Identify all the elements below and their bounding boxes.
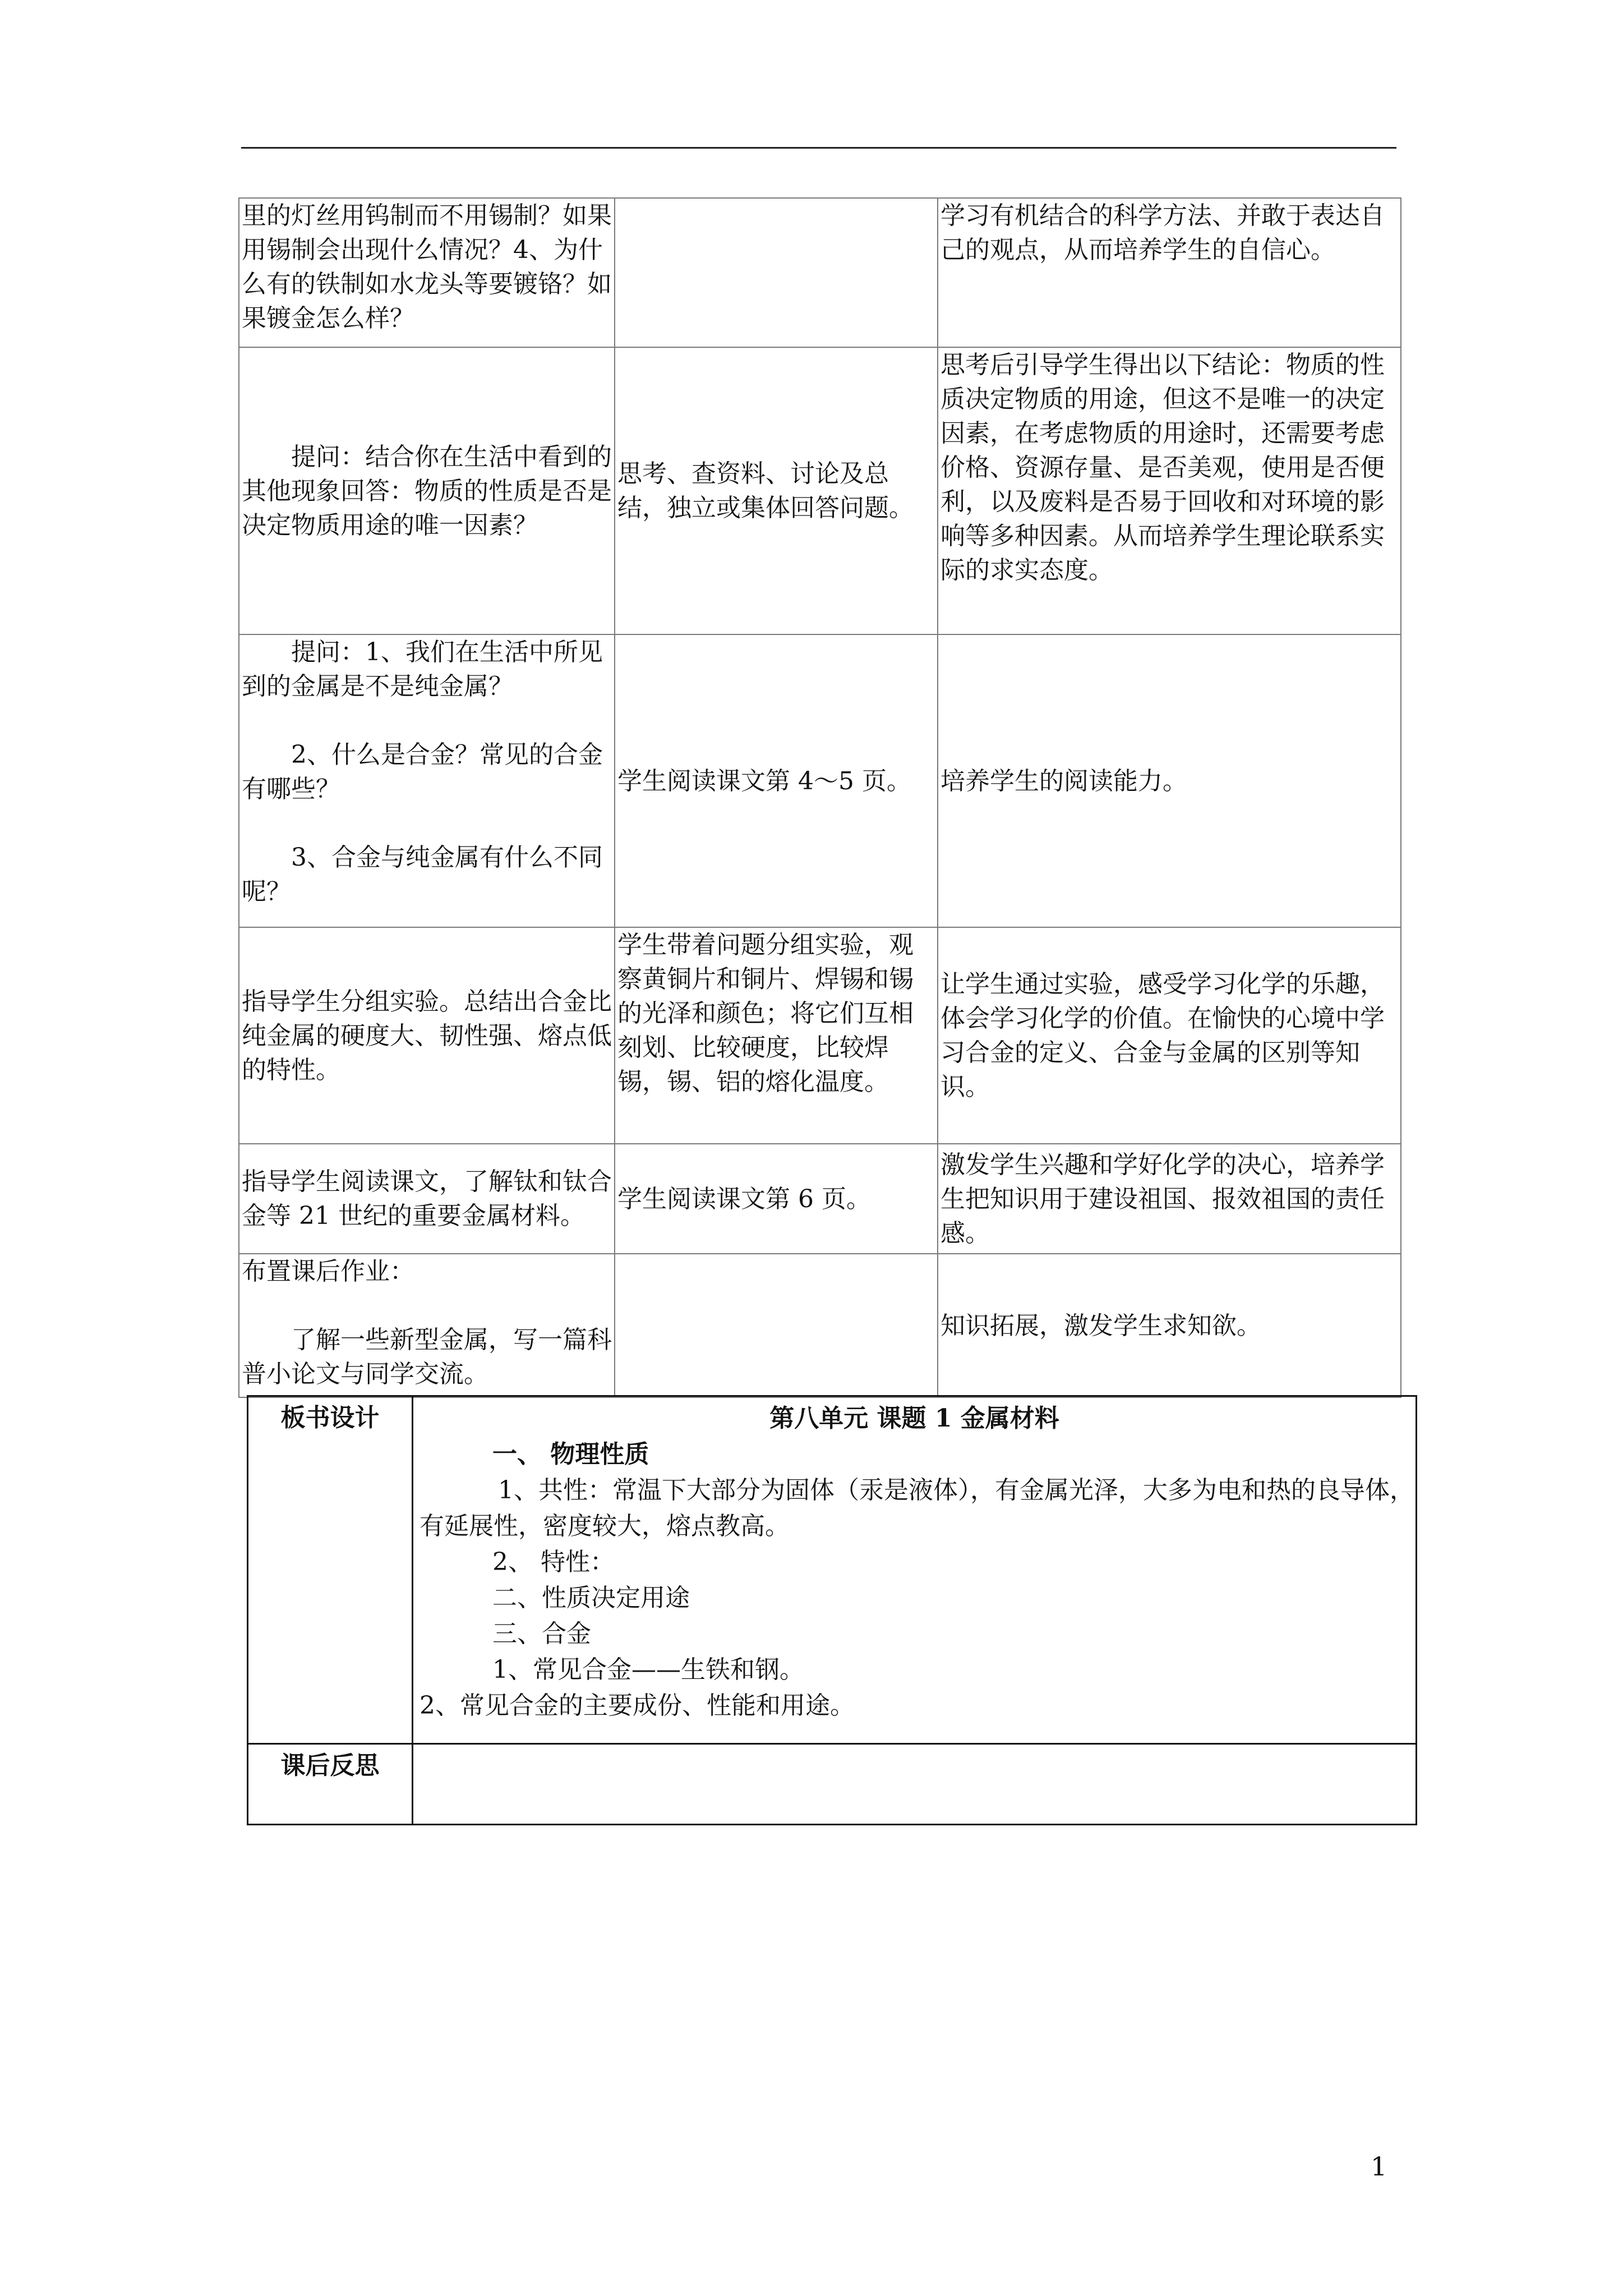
- student-cell: [615, 347, 938, 634]
- student-text: 学生带着问题分组实验，观察黄铜片和铜片、焊锡和锡的光泽和颜色；将它们互相刻划、比较硬度，比较焊锡，锡、铝的熔化温度。: [617, 931, 914, 1096]
- purpose-cell: [938, 927, 1401, 1144]
- student-text: 思考、查资料、讨论及总结，独立或集体回答问题。: [617, 459, 914, 522]
- teacher-text: 指导学生阅读课文，了解钛和钛合金等 21 世纪的重要金属材料。: [242, 1167, 612, 1230]
- teacher-text: 提问：1、我们在生活中所见到的金属是不是纯金属？: [242, 638, 603, 701]
- teacher-cell: [239, 1254, 615, 1397]
- student-cell: [615, 634, 938, 927]
- reflection-row: [248, 1744, 1417, 1825]
- board-row: [248, 1396, 1417, 1744]
- board-line: 二、性质决定用途: [492, 1584, 690, 1612]
- board-line: 三、合金: [492, 1619, 591, 1648]
- teacher-cell: [239, 198, 615, 347]
- table-row: [239, 1254, 1401, 1397]
- board-line: 2、 特性：: [492, 1548, 615, 1576]
- student-cell: [615, 1144, 938, 1254]
- table-row: [239, 927, 1401, 1144]
- student-cell: [615, 1254, 938, 1397]
- student-cell: [615, 927, 938, 1144]
- page-number: 1: [1371, 2151, 1387, 2182]
- teacher-text: 提问：结合你在生活中看到的其他现象回答：物质的性质是否是决定物质用途的唯一因素？: [242, 442, 612, 540]
- student-text: 学生阅读课文第 6 页。: [617, 1184, 871, 1213]
- board-line: 2、常见合金的主要成份、性能和用途。: [419, 1691, 855, 1720]
- board-title: 第八单元 课题 1 金属材料: [769, 1404, 1059, 1433]
- purpose-text: 让学生通过实验，感受学习化学的乐趣，体会学习化学的价值。在愉快的心境中学习合金的定义、合金与金属的区别等知识。: [940, 970, 1385, 1101]
- table-row: [239, 347, 1401, 634]
- teacher-text: 了解一些新型金属，写一篇科普小论文与同学交流。: [242, 1326, 612, 1388]
- teacher-cell: [239, 927, 615, 1144]
- purpose-cell: [938, 198, 1401, 347]
- student-cell: [615, 198, 938, 347]
- teacher-text: 布置课后作业：: [242, 1257, 414, 1286]
- board-line: 一、 物理性质: [492, 1440, 649, 1469]
- teacher-cell: [239, 1144, 615, 1254]
- teacher-text: 3、合金与纯金属有什么不同呢？: [242, 843, 603, 906]
- purpose-cell: [938, 634, 1401, 927]
- board-table: [247, 1395, 1417, 1825]
- teacher-text: 指导学生分组实验。总结出合金比纯金属的硬度大、韧性强、熔点低的特性。: [242, 987, 612, 1084]
- student-text: 学生阅读课文第 4～5 页。: [617, 766, 911, 795]
- purpose-text: 激发学生兴趣和学好化学的决心，培养学生把知识用于建设祖国、报效祖国的责任感。: [940, 1150, 1385, 1248]
- purpose-text: 培养学生的阅读能力。: [940, 766, 1187, 795]
- teacher-cell: [239, 634, 615, 927]
- board-design-content: [413, 1396, 1417, 1744]
- purpose-text: 知识拓展，激发学生求知欲。: [940, 1311, 1261, 1340]
- teacher-text: 2、什么是合金？常见的合金有哪些？: [242, 740, 603, 803]
- purpose-text: 学习有机结合的科学方法、并敢于表达自己的观点，从而培养学生的自信心。: [940, 201, 1385, 264]
- teacher-text: 里的灯丝用钨制而不用锡制？如果用锡制会出现什么情况？4、为什么有的铁制如水龙头等要镀铬？如果镀金怎么样？: [242, 201, 612, 333]
- table-row: [239, 634, 1401, 927]
- lesson-table: [238, 197, 1401, 1398]
- board-design-label: 板书设计: [248, 1396, 413, 1744]
- table-row: [239, 1144, 1401, 1254]
- header-rule: [241, 147, 1396, 149]
- reflection-label: 课后反思: [248, 1744, 413, 1825]
- table-row: [239, 198, 1401, 347]
- reflection-content: [413, 1744, 1417, 1825]
- purpose-cell: [938, 1144, 1401, 1254]
- purpose-cell: [938, 1254, 1401, 1397]
- board-line: 1、共性：常温下大部分为固体（汞是液体），有金属光泽，大多为电和热的良导体，有延展性，密度较大，熔点教高。: [419, 1476, 1414, 1540]
- purpose-cell: [938, 347, 1401, 634]
- board-line: 1、常见合金——生铁和钢。: [492, 1655, 804, 1684]
- purpose-text: 思考后引导学生得出以下结论：物质的性质决定物质的用途，但这不是唯一的决定因素，在考虑物质的用途时，还需要考虑价格、资源存量、是否美观，使用是否便利，以及废料是否易于回收和对环境的影响等多种因素。从而培养学生理论联系实际的求实态度。: [940, 351, 1385, 585]
- teacher-cell: [239, 347, 615, 634]
